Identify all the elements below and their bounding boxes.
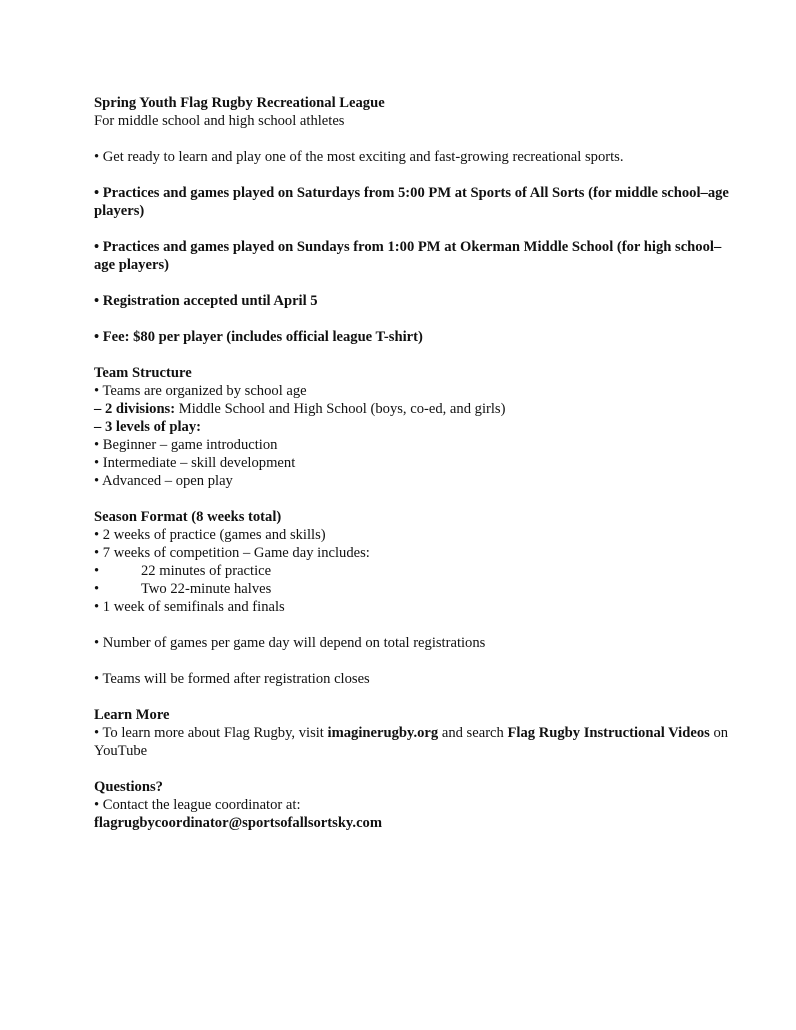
gameday-text: 22 minutes of practice [141, 563, 272, 579]
gameday-item [94, 562, 734, 580]
gameday-text: Two 22-minute halves [141, 581, 272, 597]
learn-more-pre: • To learn more about Flag Rugby, visit [94, 725, 328, 741]
learn-more-heading: Learn More [94, 707, 170, 723]
learn-more-post: on YouTube [94, 725, 732, 759]
flyer-title: Spring Youth Flag Rugby Recreational League [94, 95, 385, 111]
season-competition-bullet: • 7 weeks of competition – Game day includes: [94, 545, 370, 561]
divisions-label: – 2 divisions: [94, 401, 176, 417]
levels-label: – 3 levels of play: [94, 419, 202, 435]
level-item: • Beginner – game introduction [94, 437, 278, 453]
instructional-videos-text: Flag Rugby Instructional Videos [507, 725, 710, 741]
team-organized-bullet: • Teams are organized by school age [94, 383, 307, 399]
season-format-heading: Season Format (8 weeks total) [94, 509, 282, 525]
divisions-line [94, 400, 734, 418]
flyer-document [94, 94, 734, 832]
learn-more-text [94, 724, 734, 760]
intro-bullet: • Get ready to learn and play one of the most exciting and fast-growing recreational sports. [94, 149, 624, 165]
bullet-marker: • [94, 581, 100, 597]
flyer-subtitle: For middle school and high school athletes [94, 113, 345, 129]
team-structure-heading: Team Structure [94, 365, 192, 381]
coordinator-email: flagrugbycoordinator@sportsofallsortsky.com [94, 815, 383, 831]
level-item: • Intermediate – skill development [94, 455, 296, 471]
gameday-item [94, 580, 734, 598]
sunday-bullet: • Practices and games played on Sundays from 1:00 PM at Okerman Middle School (for high school–age players) [94, 239, 722, 273]
imaginerugby-site: imaginerugby.org [327, 725, 439, 741]
season-finals-bullet: • 1 week of semifinals and finals [94, 599, 285, 615]
bullet-marker: • [94, 563, 100, 579]
fee-bullet: • Fee: $80 per player (includes official league T-shirt) [94, 329, 423, 345]
registration-bullet: • Registration accepted until April 5 [94, 293, 318, 309]
level-item: • Advanced – open play [94, 473, 233, 489]
games-note-bullet: • Number of games per game day will depend on total registrations [94, 635, 486, 651]
contact-bullet: • Contact the league coordinator at: [94, 797, 301, 813]
teams-note-bullet: • Teams will be formed after registration closes [94, 671, 370, 687]
saturday-bullet: • Practices and games played on Saturdays from 5:00 PM at Sports of All Sorts (for middle school–age players) [94, 185, 733, 219]
divisions-text: Middle School and High School (boys, co-ed, and girls) [175, 401, 506, 417]
learn-more-mid: and search [438, 725, 508, 741]
season-practice-bullet: • 2 weeks of practice (games and skills) [94, 527, 326, 543]
questions-heading: Questions? [94, 779, 163, 795]
